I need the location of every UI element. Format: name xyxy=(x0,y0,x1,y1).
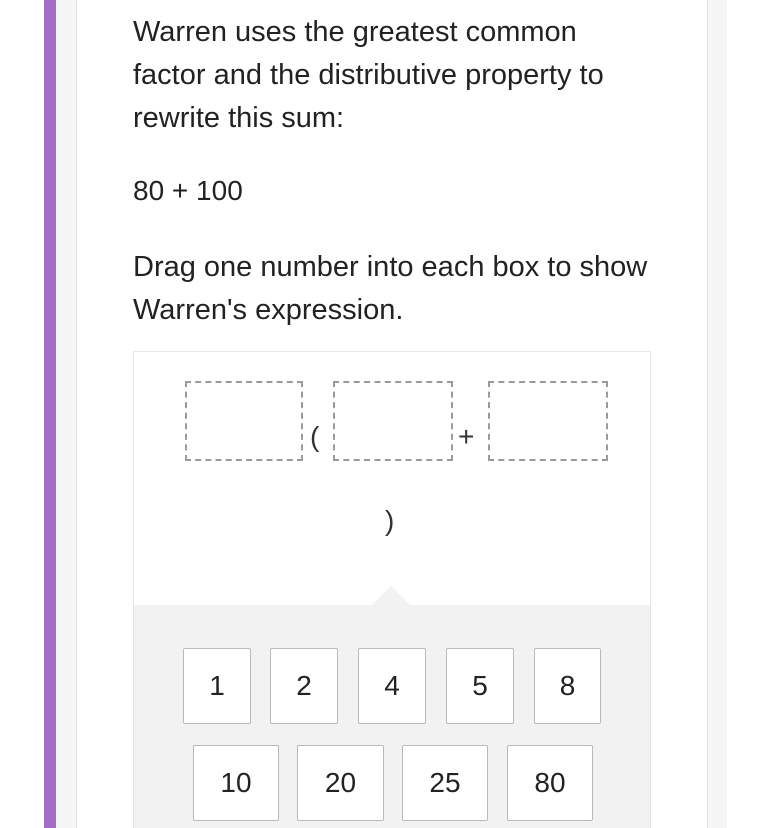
sum-expression: 80 + 100 xyxy=(133,175,243,206)
drop-box-factor[interactable] xyxy=(185,381,303,461)
drag-drop-workspace xyxy=(133,351,651,828)
number-tile[interactable]: 5 xyxy=(446,648,514,724)
question-instruction: Drag one number into each box to show Warren's expression. xyxy=(133,251,648,326)
number-tile-tray xyxy=(134,605,650,828)
left-gutter xyxy=(56,0,76,828)
number-tile[interactable]: 25 xyxy=(402,745,488,821)
right-gutter xyxy=(708,0,727,828)
number-tile[interactable]: 4 xyxy=(358,648,426,724)
drop-box-first-term[interactable] xyxy=(333,381,453,461)
answer-template xyxy=(134,352,650,605)
number-tile[interactable]: 1 xyxy=(183,648,251,724)
number-tile[interactable]: 10 xyxy=(193,745,279,821)
question-prompt: Warren uses the greatest common factor and the distributive property to rewrite this sum: xyxy=(133,16,604,134)
number-tile[interactable]: 20 xyxy=(297,745,384,821)
accent-bar xyxy=(44,0,56,828)
number-tile[interactable]: 2 xyxy=(270,648,338,724)
drop-box-second-term[interactable] xyxy=(488,381,608,461)
left-margin xyxy=(0,0,44,828)
open-paren: ( xyxy=(310,421,320,452)
close-paren: ) xyxy=(385,505,395,536)
tray-pointer xyxy=(372,586,410,605)
number-tile[interactable]: 8 xyxy=(534,648,601,724)
plus-sign: + xyxy=(458,421,475,452)
number-tile[interactable]: 80 xyxy=(507,745,593,821)
